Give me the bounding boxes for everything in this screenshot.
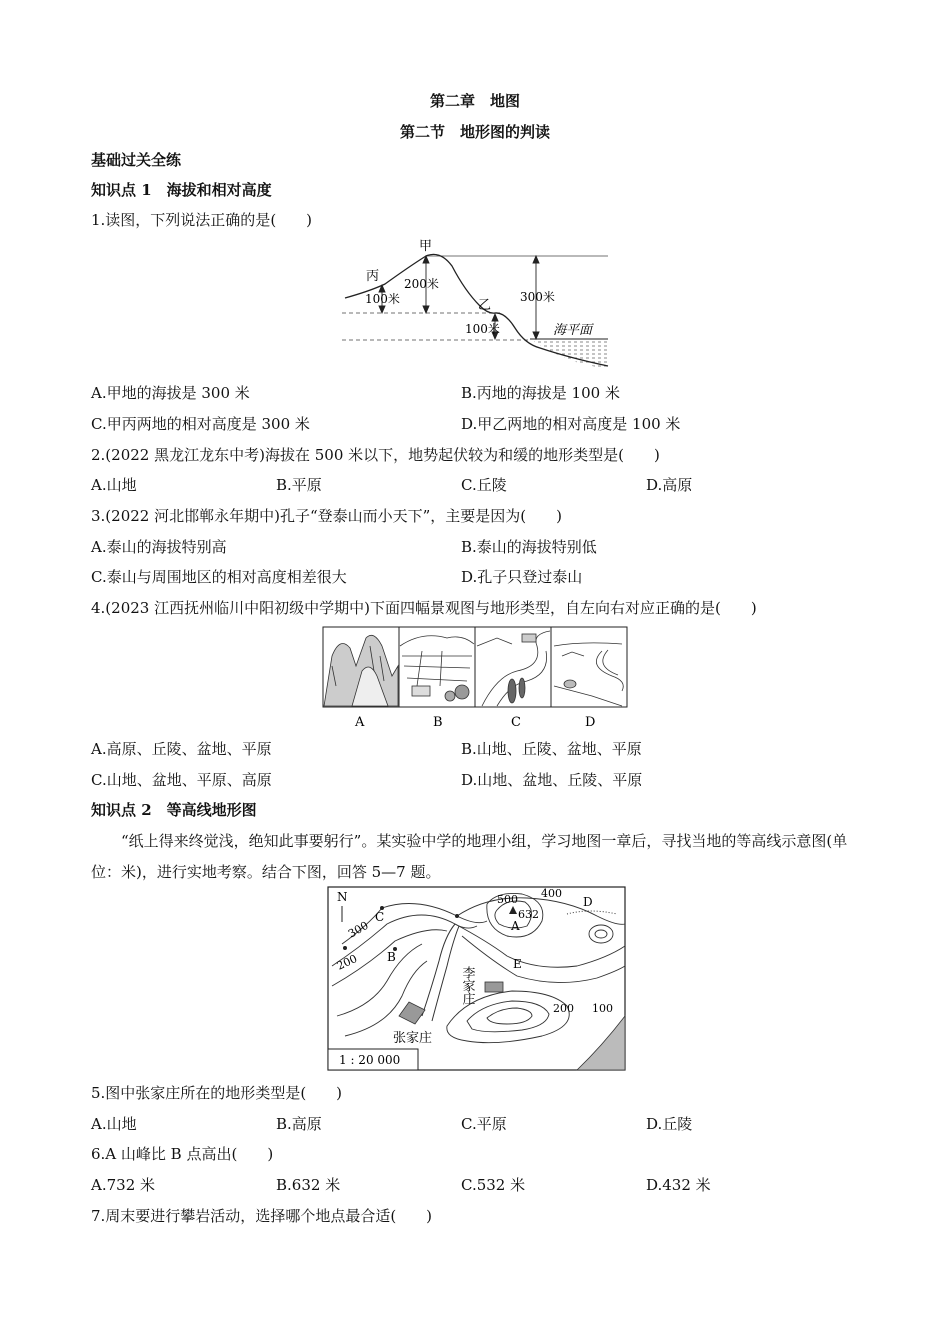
contour-label-200-left: 200	[334, 952, 360, 973]
q3-option-d: D.孔子只登过泰山	[461, 568, 583, 586]
label-100m-bing: 100米	[365, 292, 400, 306]
question-2-stem: 2.(2022 黑龙江龙东中考)海拔在 500 米以下，地势起伏较为和缓的地形类型是( )	[91, 446, 660, 464]
q2-option-b: B.平原	[276, 476, 322, 494]
map-scale: 1 : 20 000	[339, 1053, 401, 1067]
q5-option-c: C.平原	[461, 1115, 507, 1133]
q3-option-a: A.泰山的海拔特别高	[91, 538, 227, 556]
q2-option-c: C.丘陵	[461, 476, 507, 494]
q5-option-d: D.丘陵	[646, 1115, 693, 1133]
q1-elevation-diagram	[340, 236, 610, 370]
q2-option-a: A.山地	[91, 476, 137, 494]
q1-option-b: B.丙地的海拔是 100 米	[461, 384, 620, 402]
question-6-stem: 6.A 山峰比 B 点高出( )	[91, 1145, 274, 1163]
q2-option-d: D.高原	[646, 476, 693, 494]
zhangjiazhuang-label: 张家庄	[393, 1031, 433, 1046]
lijiazhuang-marker	[485, 982, 503, 992]
point-label-d: D	[583, 895, 593, 909]
contour-label-400: 400	[541, 887, 562, 900]
panel-label-b: B	[433, 715, 443, 730]
q4-option-a: A.高原、丘陵、盆地、平原	[91, 740, 272, 758]
q5-option-a: A.山地	[91, 1115, 137, 1133]
q1-option-c: C.甲丙两地的相对高度是 300 米	[91, 415, 310, 433]
point-label-a: A	[511, 919, 520, 933]
contour-label-100: 100	[592, 1002, 613, 1015]
contour-label-300: 300	[346, 918, 371, 941]
contour-label-500: 500	[497, 893, 518, 906]
panel-label-a: A	[355, 715, 365, 730]
q5-option-b: B.高原	[276, 1115, 322, 1133]
question-4-stem: 4.(2023 江西抚州临川中阳初级中学期中)下面四幅景观图与地形类型，自左向右对应正确的是( )	[91, 599, 757, 617]
point-label-b: B	[387, 950, 396, 964]
label-300m: 300米	[520, 290, 555, 304]
label-100m-yi: 100米	[465, 322, 500, 336]
q4-option-c: C.山地、盆地、平原、高原	[91, 771, 272, 789]
q6-option-c: C.532 米	[461, 1176, 526, 1194]
point-label-e: E	[513, 957, 522, 971]
knowledge-point-1-heading: 知识点 1 海拔和相对高度	[91, 181, 272, 199]
label-sea-level: 海平面	[553, 323, 593, 338]
lijiazhuang-label: 李家庄	[459, 966, 475, 1005]
q4-option-b: B.山地、丘陵、盆地、平原	[461, 740, 642, 758]
q3-option-b: B.泰山的海拔特别低	[461, 538, 597, 556]
panel-label-c: C	[511, 715, 521, 730]
q3-option-c: C.泰山与周围地区的相对高度相差很大	[91, 568, 347, 586]
point-label-c: C	[375, 910, 385, 924]
north-label: N	[337, 890, 348, 904]
contour-label-200-right: 200	[553, 1002, 574, 1015]
question-7-stem: 7.周末要进行攀岩活动，选择哪个地点最合适( )	[91, 1207, 433, 1225]
peak-elevation: 632	[518, 908, 539, 921]
question-5-stem: 5.图中张家庄所在的地形类型是( )	[91, 1084, 343, 1102]
q4-option-d: D.山地、盆地、丘陵、平原	[461, 771, 643, 789]
intro-paragraph: “纸上得来终觉浅，绝知此事要躬行”。某实验中学的地理小组，学习地图一章后，寻找当地的等高线示意图(单位：米)，进行实地考察。结合下图，回答 5—7 题。	[91, 832, 848, 881]
label-200m: 200米	[404, 277, 439, 291]
chapter-title: 第二章 地图	[429, 92, 520, 110]
question-3-stem: 3.(2022 河北邯郸永年期中)孔子“登泰山而小天下”，主要是因为( )	[91, 507, 563, 525]
knowledge-point-2-heading: 知识点 2 等高线地形图	[91, 801, 257, 819]
q1-option-a: A.甲地的海拔是 300 米	[91, 384, 250, 402]
section-title: 第二节 地形图的判读	[399, 123, 550, 141]
label-jia: 甲	[419, 239, 433, 254]
q6-option-d: D.432 米	[646, 1176, 711, 1194]
part-heading: 基础过关全练	[91, 151, 182, 169]
label-bing: 丙	[366, 269, 380, 284]
q6-option-a: A.732 米	[91, 1176, 155, 1194]
question-1-stem: 1.读图，下列说法正确的是( )	[91, 211, 313, 229]
q1-option-d: D.甲乙两地的相对高度是 100 米	[461, 415, 681, 433]
panel-label-d: D	[585, 715, 596, 730]
label-yi: 乙	[478, 298, 492, 313]
contour-map	[327, 886, 627, 1072]
q6-option-b: B.632 米	[276, 1176, 341, 1194]
q4-landscape-panels	[322, 626, 628, 732]
